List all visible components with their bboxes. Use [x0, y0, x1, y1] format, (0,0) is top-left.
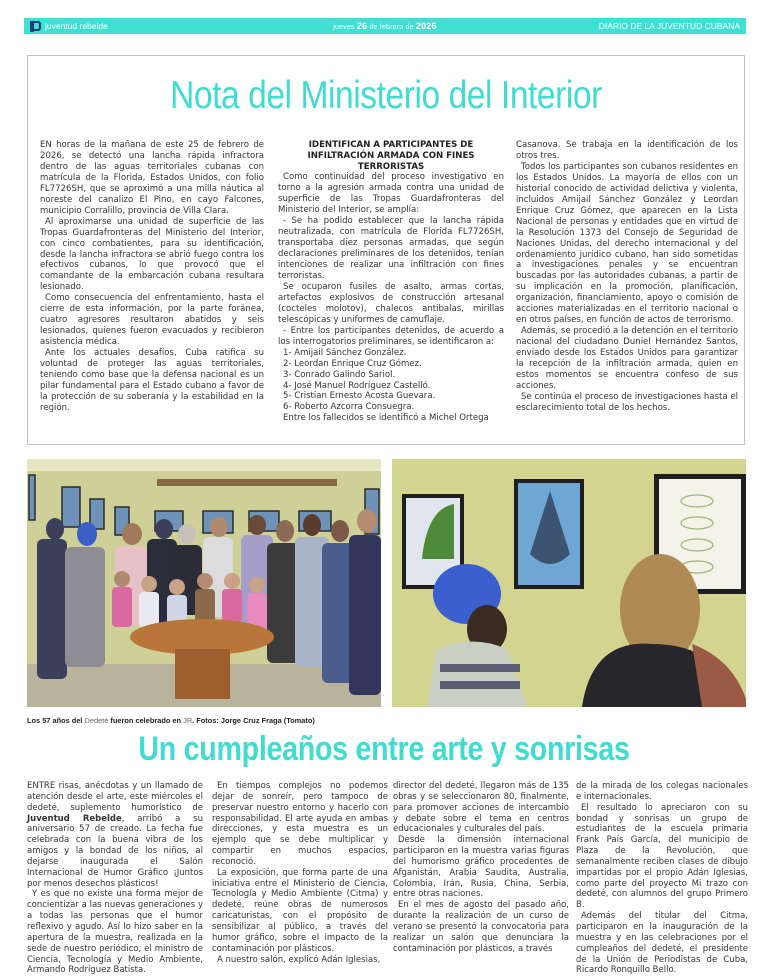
- note-paragraph: Se ocuparon fusiles de asalto, armas cortas, artefactos explosivos de construcción artesanal (cocteles molotov), chalecos antibalas, mirillas telescópicas y uniformes de camuflaje.: [278, 281, 504, 325]
- masthead-logo[interactable]: [30, 21, 280, 32]
- note-paragraph: Entre los fallecidos se identificó a Michel Ortega: [283, 413, 489, 424]
- detainee-item: 6- Roberto Azcorra Consuegra.: [283, 402, 415, 413]
- note-column-2: [278, 140, 504, 424]
- note-paragraph: EN horas de la mañana de este 25 de febrero de 2026, se detectó una lancha rápida infractora dentro de las aguas territoriales cubanas con matrícula de la Florida, Estados Unidos, con folio FL7726SH, que se aproximó a una milla náutica al noreste del canalizo El Pino, en cayo Falcones, municipio Corralillo, provincia de Villa Clara.: [40, 140, 264, 216]
- note-column-3: [516, 140, 738, 414]
- note-paragraph: Casanova. Se trabaja en la identificación de los otros tres.: [516, 140, 738, 161]
- exhibition-photo-illustration: [392, 459, 746, 707]
- note-paragraph: Ante los actuales desafíos, Cuba ratifica su voluntad de proteger las aguas territoriales, teniendo como base que la defensa nacional es un pilar fundamental para el Estado cubano a favor de la protección de su soberanía y la estabilidad en la región.: [40, 348, 264, 413]
- caption-jr: JR: [183, 716, 193, 725]
- caption-part: Los 57 años del: [27, 716, 83, 725]
- date-weekday: jueves: [333, 24, 355, 31]
- group-photo-illustration: [27, 459, 381, 707]
- caption-credit: . Fotos: Jorge Cruz Fraga (Tomato): [192, 716, 315, 725]
- article-paragraph: Y es que no existe una forma mejor de concientizar a las nuevas generaciones y a todas las personas que el humor reflexivo y agudo. Así lo hizo saber en la apertura de la muestra, realizada en la sede de nuestro periódico, el ministro de Ciencia, Tecnología y Medio Ambiente, Armando Rodríguez Batista.: [27, 889, 203, 976]
- note-paragraph: - Entre los participantes detenidos, de acuerdo a los interrogatorios preliminares, se identificaron a:: [278, 325, 504, 347]
- jr-logo-icon: [30, 21, 39, 32]
- newspaper-tagline: DIARIO DE LA JUVENTUD CUBANA: [598, 21, 740, 31]
- note-subheading: IDENTIFICAN A PARTICIPANTES DE INFILTRACIÓN ARMADA CON FINES TERRORISTAS: [307, 140, 475, 172]
- article-paragraph: En tiempos complejos no podemos dejar de sonreír, pero tampoco de preservar nuestro entorno y hacerlo con responsabilidad. El arte ayuda en ambas direcciones, y esta muestra es un ejemplo que se debe multiplicar y compartir en muchos espacios, reconoció.: [212, 781, 388, 867]
- note-paragraph: Al aproximarse una unidad de superficie de las Tropas Guardafronteras del Ministerio del Interior, con cinco combatientes, para su identificación, desde la lancha infractora se abrió fuego contra los efectivos cubanos, lo que provocó que el comandante de la embarcación cubana resultara lesionado.: [40, 216, 264, 293]
- text-run: , arribó a su aniversario 57 de creado. La fecha fue celebrada con la buena vibra de los amigos y la bondad de los niños, al dejarse inaugurada el Salón Internacional de Humor Gráfico ¡Juntos por menos desechos plásticos!: [27, 813, 203, 889]
- note-paragraph: Todos los participantes son cubanos residentes en los Estados Unidos. La mayoría de ellos con un historial conocido de actividad delictiva y violenta, incluidos Amijail Sánchez González y Leordan Enrique Cruz Gómez, que aparecen en la Lista Nacional de personas y entidades que en virtud de la Resolución 1373 del Consejo de Seguridad de Naciones Unidas, del derecho internacional y del ordenamiento jurídico cubano, han sido sometidas a investigaciones penales y se encuentran buscadas por las autoridades cubanas, a partir de su implicación en la promoción, planificación, organización, financiamiento, apoyo o comisión de acciones materializadas en el territorio nacional o en otros países, en función de actos de terrorismo.: [516, 161, 738, 326]
- text-run: ENTRE risas, anécdotas y un llamado de atención desde el arte, este miércoles el dedeté, suplemento humorístico de: [27, 781, 203, 813]
- caption-dedete: Dedeté: [84, 716, 109, 725]
- group-photo[interactable]: [27, 459, 381, 707]
- article-paragraph: Desde la dimensión internacional participaron en la muestra varias figuras del humorismo gráfico procedentes de Afganistán, Arabia Saudita, Australia, Colombia, Irán, Rusia, China, Serbia, entre otras naciones.: [393, 835, 569, 900]
- note-paragraph: Como continuidad del proceso investigativo en torno a la agresión armada contra una unidad de superficie de las Tropas Guardafronteras del Ministerio del Interior, se amplía:: [278, 172, 504, 216]
- article-column-4: [576, 781, 748, 976]
- issue-date: [280, 21, 490, 31]
- note-paragraph: Se continúa el proceso de investigaciones hasta el esclarecimiento total de los hechos.: [516, 391, 738, 413]
- detainee-item: 4- José Manuel Rodríguez Castelló.: [283, 380, 431, 391]
- article-paragraph: En el mes de agosto del pasado año, durante la realización de un curso de verano se presentó la convocatoria para realizar un salón que denunciara la contaminación por plásticos, a través: [393, 900, 569, 954]
- article-paragraph: Además del titular del Citma, participaron en la inauguración de la muestra y en las celebraciones por el cumpleaños del dedeté, el presidente de la Unión de Periodistas de Cuba, Ricardo Ronquillo Bello.: [576, 911, 748, 976]
- article-paragraph: La exposición, que forma parte de una iniciativa entre el Ministerio de Ciencia, Tecnología y Medio Ambiente (Citma) y dedeté, reúne obras de numerosos caricaturistas, con el propósito de sensibilizar al público, a través del humor gráfico, sobre el impacto de la contaminación por plásticos.: [212, 867, 388, 954]
- ministry-note-box: [27, 55, 745, 445]
- article-paragraph: director del dedeté, llegaron más de 135 obras y se seleccionaron 80, finalmente, para promover acciones de intercambio y debate sobre el tema en centros educacionales y culturales del país.: [393, 781, 569, 835]
- detainee-item: 5- Cristian Ernesto Acosta Guevara.: [283, 391, 436, 402]
- article-paragraph: [27, 781, 203, 889]
- exhibition-photo[interactable]: [392, 459, 746, 707]
- date-day: 26: [356, 21, 368, 31]
- ministry-note-title: Nota del Ministerio del Interior: [170, 74, 602, 117]
- note-paragraph: - Se ha podido establecer que la lancha rápida neutralizada, con matrícula de Florida FL7726SH, transportaba diez personas armadas, que según declaraciones preliminares de los detenidos, tenían intenciones de realizar una infiltración con fines terroristas.: [278, 216, 504, 281]
- newspaper-header-bar: [24, 18, 746, 34]
- detainee-item: 2- Leordan Enrique Cruz Gómez.: [283, 358, 422, 369]
- article-title: Un cumpleaños entre arte y sonrisas: [138, 730, 630, 768]
- article-column-2: [212, 781, 388, 965]
- detainee-list: [278, 348, 504, 414]
- note-column-1: [40, 140, 264, 414]
- juventud-rebelde-mention: Juventud Rebelde: [27, 813, 122, 824]
- date-month: de febrero de: [369, 24, 414, 31]
- caption-part: fueron celebrado en: [110, 716, 182, 725]
- detainee-item: 3- Conrado Galindo Sariol.: [283, 369, 396, 380]
- note-paragraph: Como consecuencia del enfrentamiento, hasta el cierre de esta información, por la parte foránea, cuatro agresores resultaron abatidos y seis lesionados, quienes fueron evacuados y recibieron asistencia médica.: [40, 293, 264, 348]
- article-paragraph: El resultado lo apreciaron con su bondad y sonrisas un grupo de estudiantes de la escuela primaria Frank País García, del municipio de Plaza de la Revolución, que semanalmente reciben clases de dibujo impartidas por el propio Adán Iglesias, como parte del proyecto Mi trazo con dedeté, con alumnos del grupo Primero B.: [576, 802, 748, 911]
- detainee-item: 1- Amijail Sánchez González.: [283, 347, 407, 358]
- masthead-name: juventud rebelde: [45, 21, 108, 31]
- article-paragraph: A nuestro salón, explicó Adán Iglesias,: [217, 954, 381, 965]
- article-paragraph: de la mirada de los colegas nacionales e internacionales.: [576, 781, 748, 802]
- note-paragraph: Además, se procedió a la detención en el territorio nacional del ciudadano Duniel Hernández Santos, enviado desde los Estados Unidos para garantizar la recepción de la infiltración armada, quien en estos momentos se encuentra confeso de sus acciones.: [516, 326, 738, 391]
- photo-caption: [27, 716, 315, 725]
- article-column-1: [27, 781, 203, 976]
- article-column-3: [393, 781, 569, 955]
- date-year: 2026: [415, 21, 437, 31]
